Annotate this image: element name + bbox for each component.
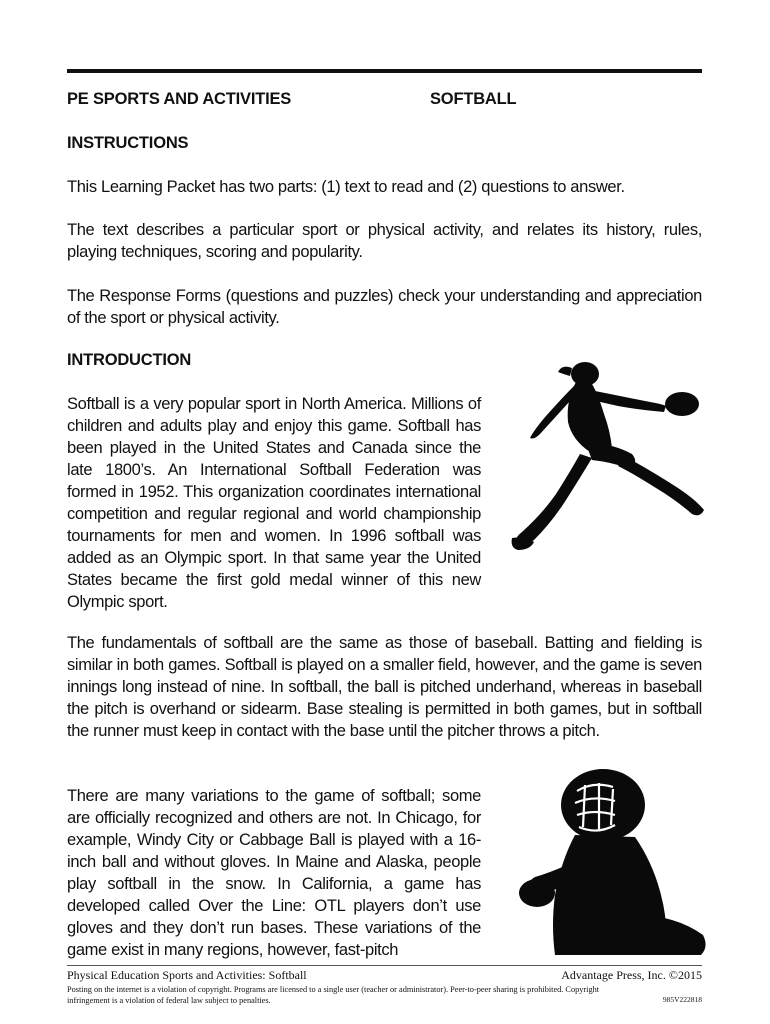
top-rule — [67, 69, 702, 73]
introduction-paragraph-3: There are many variations to the game of softball; some are officially recognized and others are not. In Chicago, for example, Windy City or Cabbage Ball is played with a 16-inch ball and without gloves. In Maine and Alaska, people play softball in the snow. In California, a game has developed called Over the Line: OTL players don’t use gloves and they don’t run bases. These variations of the game exist in many regions, however, fast-pitch — [67, 787, 481, 959]
pitcher-silhouette-icon — [500, 360, 710, 555]
header-category: PE SPORTS AND ACTIVITIES — [67, 90, 292, 108]
instructions-paragraph-1: This Learning Packet has two parts: (1) text to read and (2) questions to answer. — [67, 178, 625, 196]
footer-copyright-notice: Posting on the internet is a violation of copyright. Programs are licensed to a single user (teacher or administrator). Peer-to-peer sharing is prohibited. Copyright infringement is a violation of federal law subject to penalties. — [67, 985, 600, 1005]
footer-rule — [67, 965, 702, 966]
footer-product-code: 985V222818 — [662, 995, 702, 1004]
introduction-heading: INTRODUCTION — [67, 351, 192, 369]
catcher-silhouette-icon — [515, 765, 710, 957]
introduction-paragraph-1: Softball is a very popular sport in North America. Millions of children and adults play and enjoy this game. Softball has been played in the United States and Canada since the late 1800’s. An International Softball Federation was formed in 1952. This organization coordinates international competition and regular regional and world championship tournaments for men and women. In 1996 softball was added as an Olympic sport. In that same year the United States became the first gold medal winner of this new Olympic sport. — [67, 395, 481, 611]
footer-title: Physical Education Sports and Activities: Softball — [67, 968, 307, 982]
introduction-paragraph-2: The fundamentals of softball are the same as those of baseball. Batting and fielding is similar in both games. Softball is played on a smaller field, however, and the game is seven innings long instead of nine. In softball, the ball is pitched underhand, whereas in baseball the pitch is overhand or sidearm. Base stealing is permitted in both games, but in softball the runner must keep in contact with the base until the pitcher throws a pitch. — [67, 634, 702, 740]
instructions-paragraph-3: The Response Forms (questions and puzzles) check your understanding and appreciation of the sport or physical activity. — [67, 287, 702, 327]
footer-publisher: Advantage Press, Inc. ©2015 — [561, 968, 702, 982]
instructions-heading: INSTRUCTIONS — [67, 134, 189, 152]
header-sport-title: SOFTBALL — [430, 90, 517, 108]
instructions-paragraph-2: The text describes a particular sport or physical activity, and relates its history, rules, playing techniques, scoring and popularity. — [67, 221, 702, 261]
